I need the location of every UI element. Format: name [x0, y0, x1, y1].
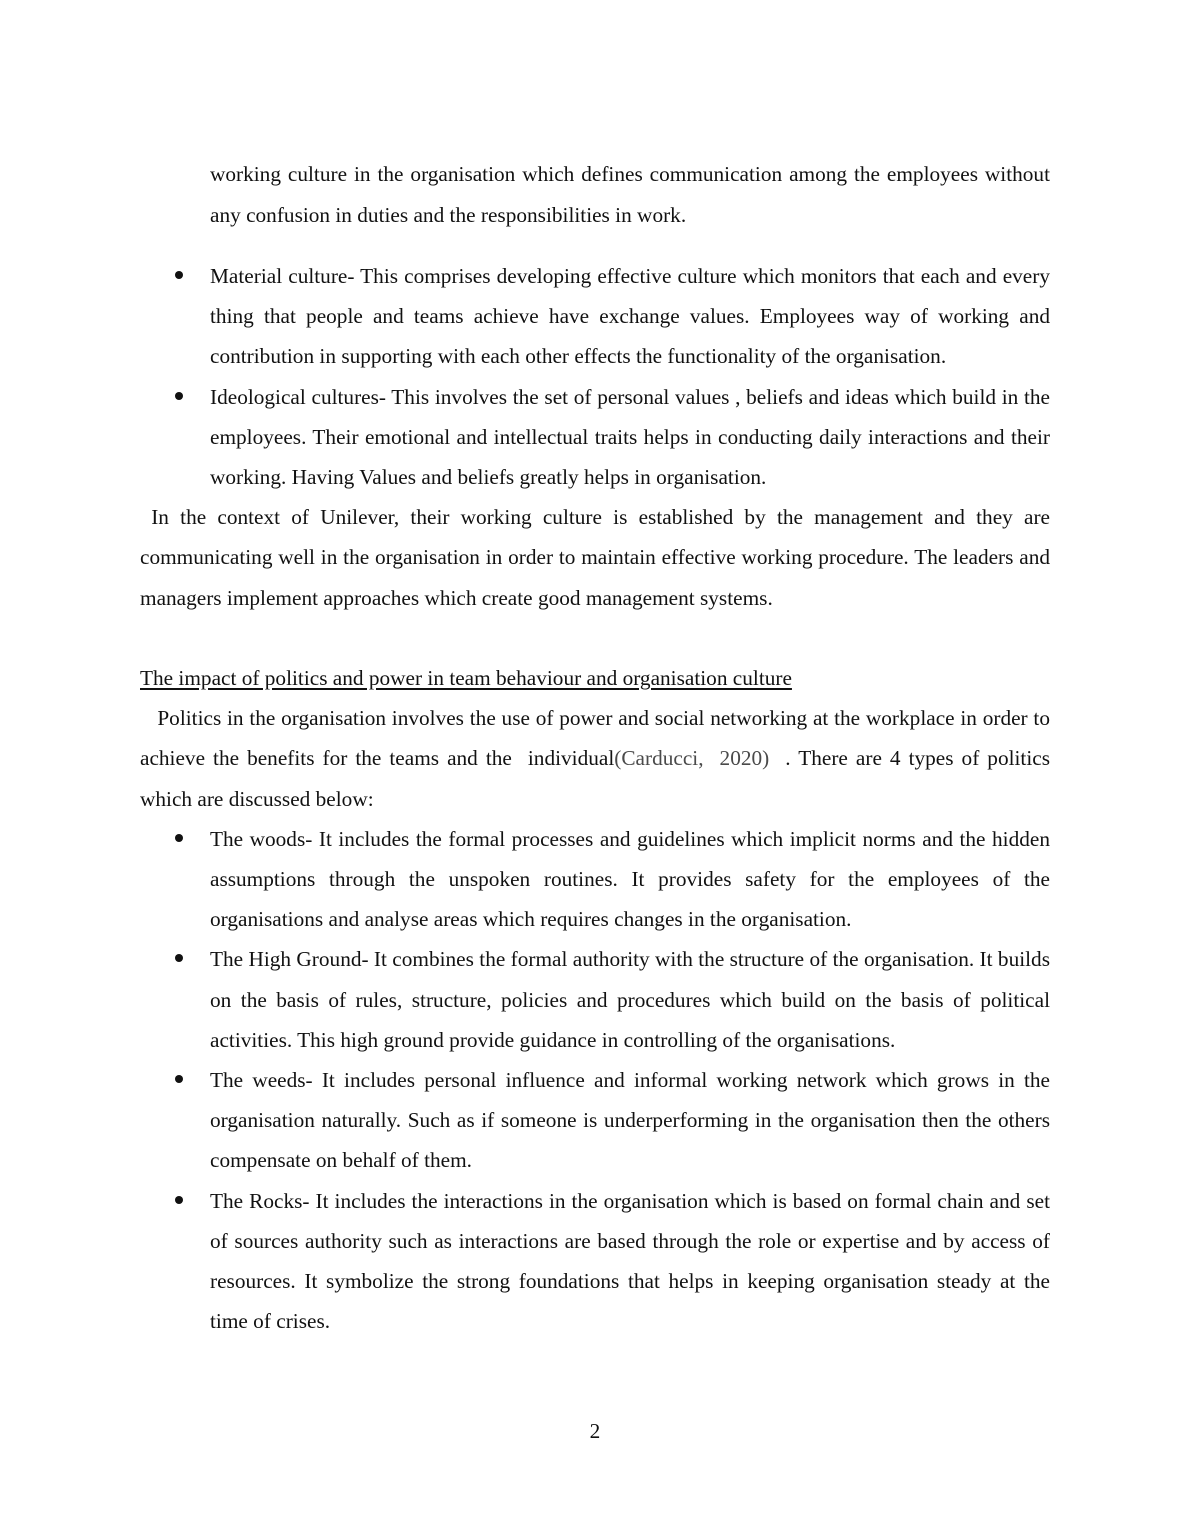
politics-intro-continuation: . There are 4 types of politics which are discussed below: [140, 746, 1056, 811]
bullet-icon [175, 1075, 183, 1083]
bullet-icon [175, 271, 183, 279]
bullet-icon [175, 834, 183, 842]
list-item-ideological-cultures [210, 377, 1050, 498]
politics-intro-text: Politics in the organisation involves the use of power and social networking at the workplace in order to achieve the benefits for the teams and the individual [140, 706, 1056, 771]
list-item-the-weeds [210, 1060, 1050, 1181]
politics-intro-paragraph [140, 698, 1056, 819]
section-heading: The impact of politics and power in team behaviour and organisation culture [140, 666, 792, 691]
list-item-the-high-ground [210, 939, 1050, 1060]
citation: (Carducci, 2020) [614, 746, 770, 771]
bullet-text: The High Ground- It combines the formal authority with the structure of the organisation. It builds on the basis of rules, structure, policies and procedures which build on the basis of political activities. This high ground provide guidance in controlling of the organisations. [210, 947, 1050, 1052]
list-item-the-rocks [210, 1181, 1050, 1342]
list-item-material-culture [210, 256, 1050, 377]
bullet-icon [175, 954, 183, 962]
bullet-text: Material culture- This comprises developing effective culture which monitors that each and every thing that people and teams achieve have exchange values. Employees way of working and contribution in supporting with each other effects the functionality of the organisation. [210, 264, 1050, 369]
document-page [140, 133, 1056, 1341]
list-item-the-woods [210, 819, 1050, 940]
bullet-icon [175, 392, 183, 400]
page-number: 2 [589, 1419, 601, 1443]
bullet-text: Ideological cultures- This involves the set of personal values , beliefs and ideas which build in the employees. Their emotional and intellectual traits helps in conducting daily interactions and their working. Having Values and beliefs greatly helps in organisation. [210, 384, 1050, 490]
bullet-text: The weeds- It includes personal influence and informal working network which grows in the organisation naturally. Such as if someone is underperforming in the organisation then the others compensate on behalf of them. [210, 1068, 1050, 1173]
unilever-context-paragraph: In the context of Unilever, their working culture is established by the management and they are communicating well in the organisation in order to maintain effective working procedure. The leaders and managers implement approaches which create good management systems. [140, 505, 1056, 610]
bullet-icon [175, 1196, 183, 1204]
bullet-text: The Rocks- It includes the interactions in the organisation which is based on formal chain and set of sources authority such as interactions are based through the role or expertise and by access of resources. It symbolize the strong foundations that helps in keeping organisation steady at the time of crises. [210, 1188, 1050, 1334]
continuation-paragraph: working culture in the organisation which defines communication among the employees without any confusion in duties and the responsibilities in work. [210, 162, 1050, 227]
culture-bullet-list [140, 256, 1050, 497]
politics-bullet-list [140, 819, 1050, 1342]
bullet-text: The woods- It includes the formal processes and guidelines which implicit norms and the hidden assumptions through the unspoken routines. It provides safety for the employees of the organisations and analyse areas which requires changes in the organisation. [210, 826, 1050, 932]
